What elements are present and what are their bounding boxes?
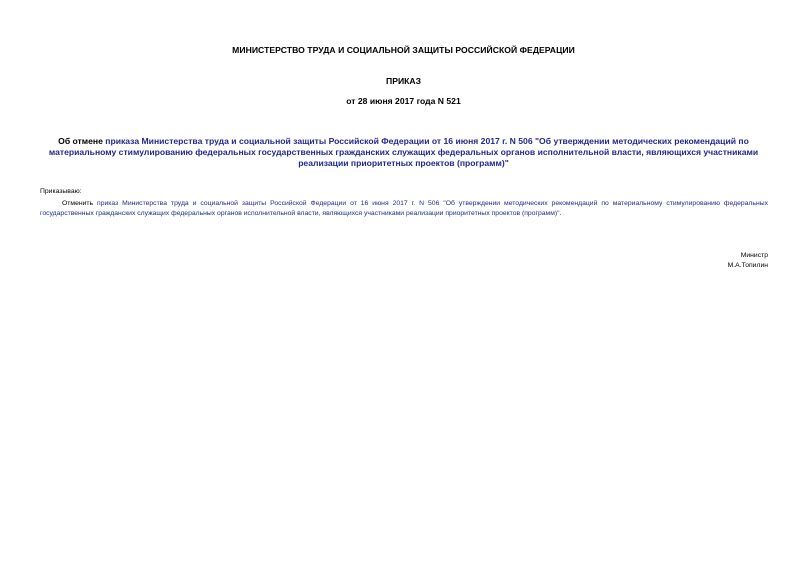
body-link-order-506[interactable]: приказ Министерства труда и социальной защиты Российской Федерации от 16 июня 2017 г. N 506 "Об утверждении методических рекомендаций по материальному стимулированию федеральных государственных гражданских служащих федеральных органов исполнительной власти, являющихся участниками реализации приоритетных проектов (программ)" bbox=[40, 200, 768, 217]
heading-prefix: Об отмене bbox=[58, 136, 106, 146]
order-title: ПРИКАЗ bbox=[386, 76, 421, 86]
body-prefix: Отменить bbox=[62, 200, 98, 207]
signature-block bbox=[728, 251, 768, 270]
signature-name: М.А.Топилин bbox=[727, 261, 768, 269]
body-paragraph bbox=[40, 199, 768, 218]
order-date: от 28 июня 2017 года N 521 bbox=[346, 96, 461, 106]
body-suffix: . bbox=[559, 209, 562, 217]
ministry-name: МИНИСТЕРСТВО ТРУДА И СОЦИАЛЬНОЙ ЗАЩИТЫ РОССИЙСКОЙ ФЕДЕРАЦИИ bbox=[232, 45, 575, 55]
heading-link-order-506[interactable]: приказа Министерства труда и социальной защиты Российской Федерации от 16 июня 2017 г. N 506 "Об утверждении методических рекомендаций по материальному стимулированию федеральных государственных гражданских служащих федеральных органов исполнительной власти, являющихся участниками реализации приоритетных проектов (программ)" bbox=[48, 136, 759, 168]
order-heading bbox=[40, 136, 767, 169]
body-label: Приказываю: bbox=[40, 188, 82, 195]
signature-position: Министр bbox=[740, 252, 768, 259]
